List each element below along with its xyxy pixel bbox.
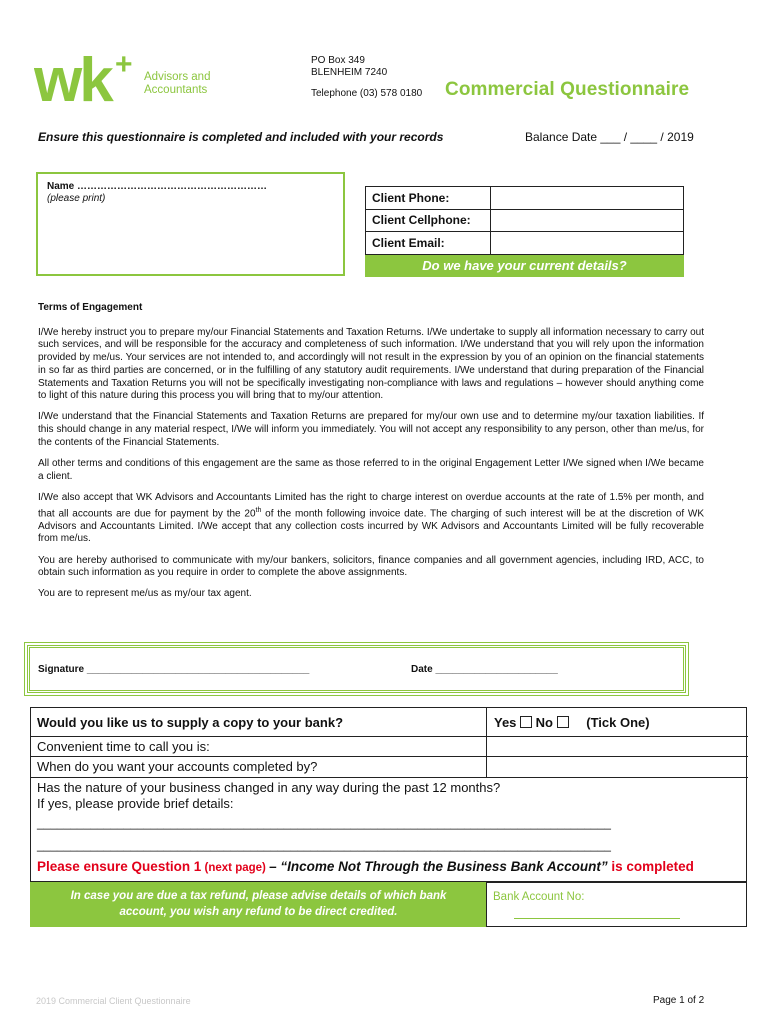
terms-paragraph-1: I/We hereby instruct you to prepare my/our Financial Statements and Taxation Returns. I/We undertake to supply all information necessary to carry out such services, and will be responsible for the accuracy and completeness of such information. I/We understand that you will rely upon the information provided by me/us. Your services are not intended to, and accordingly will not result in the expression by you of an opinion on the financial statements in so far as third parties are concerned, or in the fulfilling of any statutory audit requirements. I/We understand that during preparation of the Financial Statements and Taxation Returns you will not be specifically investigating non-compliance with laws and regulations – however should anything come to light of this nature during this process you will bring that to my/our attention. bbox=[38, 326, 704, 402]
terms-p4-superscript: th bbox=[255, 506, 262, 514]
wk-logo bbox=[34, 46, 224, 108]
instruction: Ensure this questionnaire is completed and included with your records bbox=[38, 130, 444, 144]
bank-account-label: Bank Account No: bbox=[493, 891, 585, 903]
client-email-field[interactable] bbox=[491, 232, 684, 255]
date-field[interactable]: Date ______________________ bbox=[411, 664, 558, 675]
call-time-question: Convenient time to call you is: bbox=[37, 739, 210, 754]
row-divider bbox=[31, 736, 748, 737]
client-phone-label: Client Phone: bbox=[366, 187, 491, 210]
terms-paragraph-5: You are hereby authorised to communicate with my/our bankers, solicitors, finance companies and all government agencies, including IRD, ACC, to obtain such information as you require in order to complete the above assignments. bbox=[38, 554, 704, 579]
reminder-dash: – bbox=[269, 859, 281, 874]
details-line-1[interactable]: ______________________________________________________________________________________ bbox=[37, 816, 611, 830]
address-line-1: PO Box 349 bbox=[311, 55, 365, 66]
no-label: No bbox=[535, 715, 554, 730]
row-divider bbox=[31, 777, 748, 778]
name-box[interactable] bbox=[36, 172, 345, 276]
page-number: Page 1 of 2 bbox=[653, 995, 705, 1006]
logo-line-2: Accountants bbox=[144, 84, 208, 96]
bank-account-line[interactable] bbox=[514, 918, 680, 919]
page-title: Commercial Questionnaire bbox=[445, 79, 690, 100]
reminder-part-a: Please ensure Question 1 bbox=[37, 859, 202, 874]
refund-line-2: account, you wish any refund to be direct credited. bbox=[119, 906, 398, 918]
current-details-banner: Do we have your current details? bbox=[365, 255, 684, 277]
yes-label: Yes bbox=[494, 715, 517, 730]
terms-of-engagement bbox=[38, 302, 704, 610]
client-cellphone-label: Client Cellphone: bbox=[366, 209, 491, 232]
refund-notice bbox=[30, 882, 487, 927]
terms-paragraph-4 bbox=[38, 492, 704, 546]
signature-box bbox=[27, 645, 686, 693]
yes-checkbox[interactable] bbox=[520, 716, 532, 728]
reminder-part-e: is completed bbox=[607, 859, 694, 874]
question-one-reminder bbox=[37, 859, 694, 874]
no-checkbox[interactable] bbox=[557, 716, 569, 728]
client-email-label: Client Email: bbox=[366, 232, 491, 255]
bank-copy-question: Would you like us to supply a copy to your bank? bbox=[37, 715, 344, 730]
terms-paragraph-6: You are to represent me/us as my/our tax agent. bbox=[38, 588, 252, 600]
logo-line-1: Advisors and bbox=[144, 71, 211, 83]
client-phone-field[interactable] bbox=[491, 187, 684, 210]
logo-mark: wk bbox=[34, 46, 111, 108]
accounts-completed-question: When do you want your accounts completed by? bbox=[37, 759, 318, 774]
refund-line-1: In case you are due a tax refund, please advise details of which bank bbox=[70, 890, 447, 902]
reminder-income-title: “Income Not Through the Business Bank Account” bbox=[280, 859, 608, 874]
details-line-2[interactable]: ______________________________________________________________________________________ bbox=[37, 838, 611, 852]
balance-date-field[interactable]: Balance Date ___ / ____ / 2019 bbox=[525, 130, 694, 144]
bank-account-box[interactable] bbox=[486, 882, 747, 927]
footer-document-name: 2019 Commercial Client Questionnaire bbox=[36, 996, 191, 1006]
reminder-part-b: (next page) bbox=[201, 862, 270, 874]
terms-paragraph-3: All other terms and conditions of this engagement are the same as those referred to in the original Engagement Letter I/We signed when I/We became a client. bbox=[38, 458, 704, 482]
terms-heading: Terms of Engagement bbox=[38, 302, 143, 313]
client-contact-table bbox=[365, 186, 684, 255]
terms-paragraph-2: I/We understand that the Financial Statements and Taxation Returns are prepared for my/our own use and to determine my/our taxation liabilities. If this should change in any material respect, I/We will inform you immediately. You will not accept any responsibility to any person, other than me/us, for the contents of the Financial Statements. bbox=[38, 411, 704, 448]
logo-plus: + bbox=[115, 48, 133, 81]
client-cellphone-field[interactable] bbox=[491, 209, 684, 232]
telephone: Telephone (03) 578 0180 bbox=[311, 88, 423, 99]
row-divider bbox=[31, 756, 748, 757]
signature-field[interactable]: Signature ________________________________________ bbox=[38, 664, 310, 675]
tick-one-note: (Tick One) bbox=[586, 715, 650, 730]
address-line-2: BLENHEIM 7240 bbox=[311, 67, 388, 78]
questions-table bbox=[30, 707, 747, 882]
brief-details-prompt: If yes, please provide brief details: bbox=[37, 796, 234, 811]
terms-p4-part-a: I/We also accept that WK Advisors and Accountants Limited has the right to charge interest on overdue accounts at the rate of 1.5% per month, and that all accounts are due for payment by the 20 bbox=[38, 491, 704, 519]
please-print-note: (please print) bbox=[47, 193, 106, 204]
nature-changed-question: Has the nature of your business changed in any way during the past 12 months? bbox=[37, 780, 501, 795]
bank-copy-options bbox=[494, 715, 650, 730]
column-divider bbox=[486, 708, 487, 777]
terms-p4-part-b: of the month following invoice date. The charging of such interest will be at the discretion of WK Advisors and Accountants Limited. I/We accept that any collection costs incurred by WK Advisors and Accountants Limited will be fully recoverable from me/us. bbox=[38, 507, 704, 545]
name-label: Name ………………………………………………… bbox=[47, 181, 268, 192]
